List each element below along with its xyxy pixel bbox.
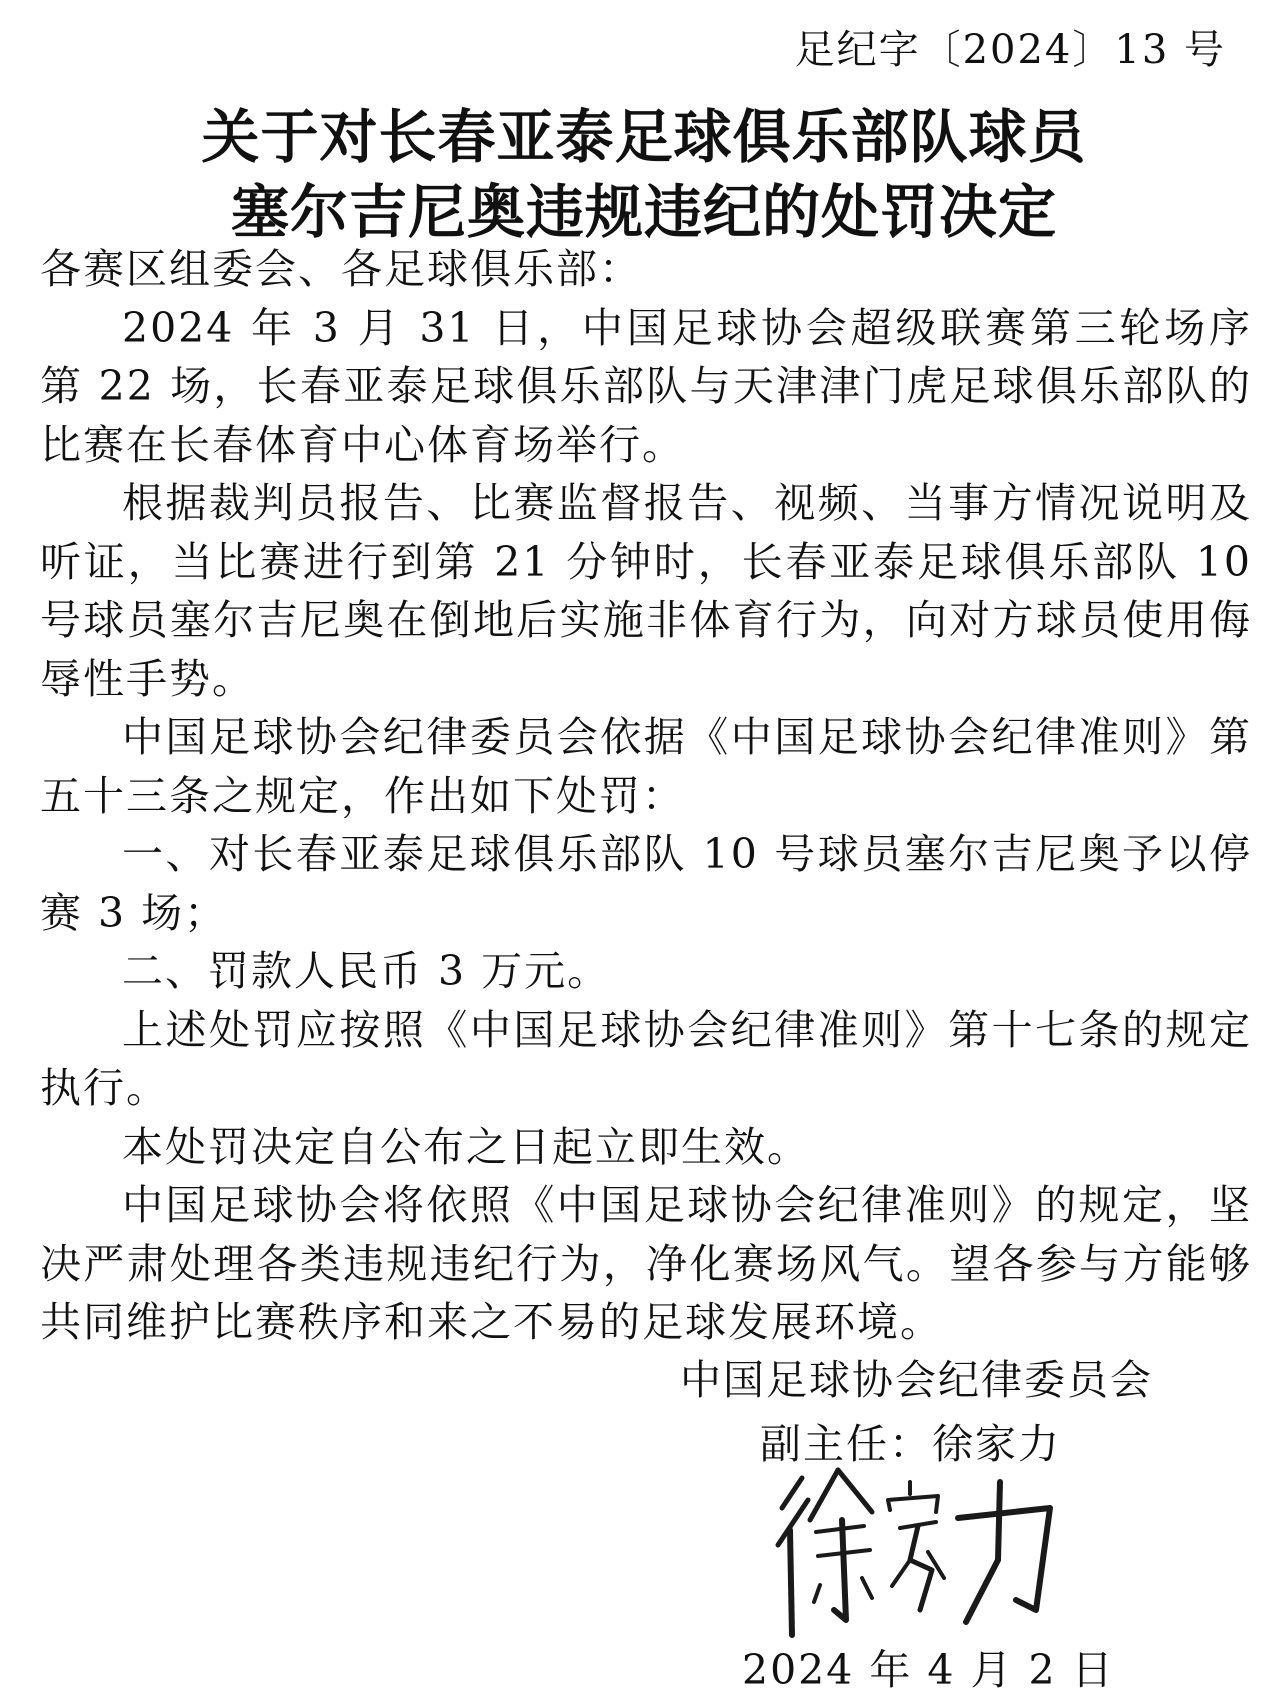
handwritten-signature bbox=[760, 1460, 1080, 1645]
document-title-line-2: 塞尔吉尼奥违规违纪的处罚决定 bbox=[230, 178, 1057, 246]
paragraph-match-info: 2024 年 3 月 31 日，中国足球协会超级联赛第三轮场序第 22 场，长春亚泰足球俱乐部队与天津津门虎足球俱乐部队的比赛在长春体育中心体育场举行。 bbox=[40, 303, 1252, 469]
document-body bbox=[40, 240, 1252, 1352]
paragraph-legal-basis: 中国足球协会纪律委员会依据《中国足球协会纪律准则》第五十三条之规定，作出如下处罚： bbox=[40, 713, 1252, 820]
paragraph-closing: 中国足球协会将依照《中国足球协会纪律准则》的规定，坚决严肃处理各类违规违纪行为，净化赛场风气。望各参与方能够共同维护比赛秩序和来之不易的足球发展环境。 bbox=[40, 1181, 1252, 1346]
paragraph-findings: 根据裁判员报告、比赛监督报告、视频、当事方情况说明及听证，当比赛进行到第 21 分钟时，长春亚泰足球俱乐部队 10 号球员塞尔吉尼奥在倒地后实施非体育行为，向对方球员使用侮辱性手势。 bbox=[40, 479, 1252, 703]
document-title-line-1: 关于对长春亚泰足球俱乐部队球员 bbox=[201, 103, 1087, 171]
issuing-organization: 中国足球协会纪律委员会 bbox=[680, 1356, 1153, 1404]
salutation: 各赛区组委会、各足球俱乐部： bbox=[40, 245, 642, 293]
document-number: 足纪字〔2024〕13 号 bbox=[794, 27, 1226, 73]
penalty-item-suspension: 一、对长春亚泰足球俱乐部队 10 号球员塞尔吉尼奥予以停赛 3 场； bbox=[40, 830, 1252, 937]
paragraph-effective: 本处罚决定自公布之日起立即生效。 bbox=[122, 1122, 810, 1171]
penalty-item-fine: 二、罚款人民币 3 万元。 bbox=[122, 947, 611, 995]
paragraph-execution: 上述处罚应按照《中国足球协会纪律准则》第十七条的规定执行。 bbox=[40, 1005, 1252, 1112]
document-date: 2024 年 4 月 2 日 bbox=[742, 1646, 1115, 1694]
signer-title: 副主任：徐家力 bbox=[760, 1420, 1061, 1468]
